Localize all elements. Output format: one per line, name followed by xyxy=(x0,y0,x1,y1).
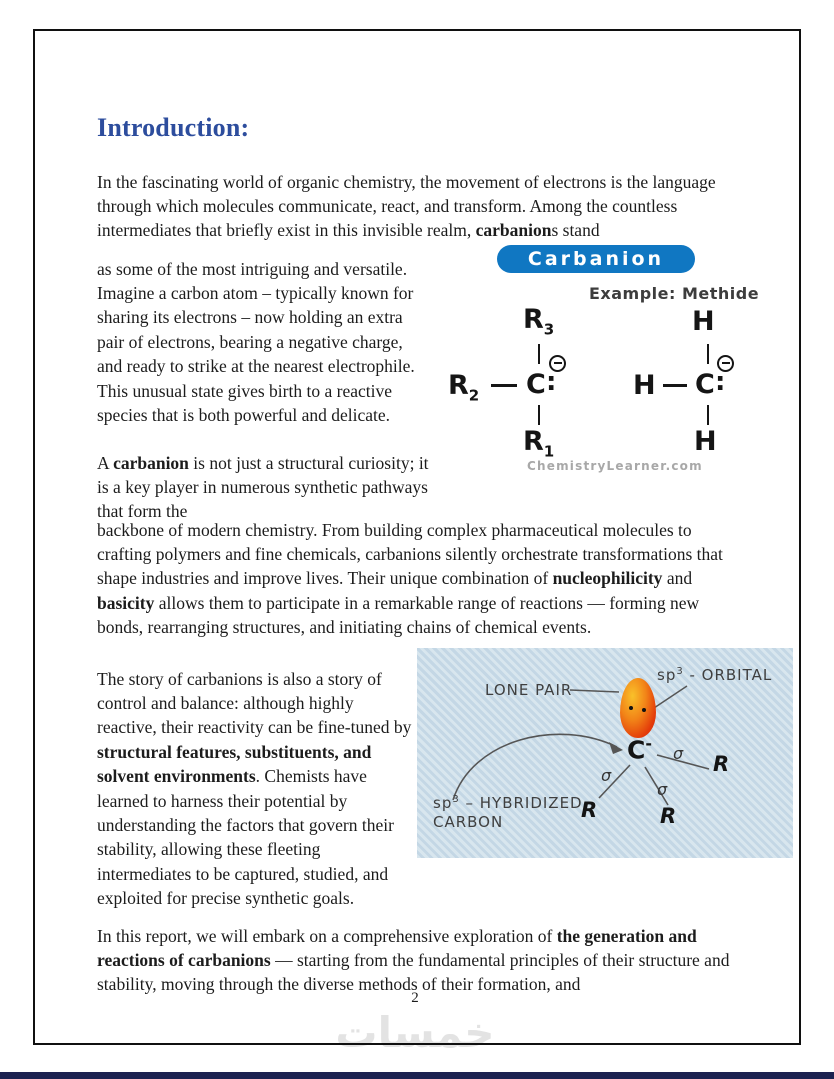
text-run: In the fascinating world of organic chemistry, the movement of electrons is the language through which molecules communicate, react, and transform. Among the countless intermediates that briefly exist in this invisible realm, xyxy=(97,171,716,241)
carbanion-banner: Carbanion xyxy=(497,245,695,273)
minus-icon xyxy=(722,362,730,364)
carbanion-figure xyxy=(445,240,795,478)
bottom-accent-bar xyxy=(0,1072,834,1079)
sigma-label: σ xyxy=(601,766,612,785)
text-run: is not just a structural curiosity; it is a key player in numerous synthetic pathways that form the xyxy=(97,452,429,522)
paragraph-3-narrow xyxy=(97,667,415,911)
atom-subscript: 3 xyxy=(543,320,555,339)
atom-symbol: C xyxy=(627,735,646,765)
figure-subtitle: Example: Methide xyxy=(589,284,760,303)
lone-pair-dots: : xyxy=(715,367,726,397)
paragraph-4 xyxy=(97,924,739,997)
paragraph-2-full xyxy=(97,518,739,640)
bold-term-structural-features: structural features, substituents, and solvent environments xyxy=(97,741,372,787)
bond-line-icon xyxy=(491,384,517,387)
superscript: 3 xyxy=(676,666,684,677)
atom-symbol: R xyxy=(523,426,544,457)
atom-carbon: C xyxy=(526,369,546,400)
text-run: sp xyxy=(433,794,453,812)
lone-pair-dots: : xyxy=(546,367,557,397)
sp3-hybridized-label xyxy=(433,794,583,832)
atom-h-top: H xyxy=(692,306,715,337)
text-run: – HYBRIDIZED xyxy=(459,794,583,812)
atom-carbon: C xyxy=(695,369,715,400)
atom-h-left: H xyxy=(633,370,656,401)
carbanion-center-label xyxy=(627,734,652,765)
bold-term-basicity: basicity xyxy=(97,592,155,613)
bond-line-icon xyxy=(538,344,540,364)
sigma-label: σ xyxy=(673,744,684,763)
text-run: CARBON xyxy=(433,812,504,831)
charge-superscript: - xyxy=(645,734,652,753)
text-run: allows them to participate in a remarkable range of reactions — forming new bonds, rearranging structures, and initiating chains of chemical events. xyxy=(97,592,700,638)
r-group-label: R xyxy=(660,804,677,828)
lone-pair-pointer-line xyxy=(570,690,619,692)
atom-subscript: 1 xyxy=(543,442,555,461)
bond-line-icon xyxy=(663,384,687,387)
atom-r2 xyxy=(448,372,479,403)
paragraph-intro-1-narrow: as some of the most intriguing and versatile. Imagine a carbon atom – typically known for sharing its electrons – now holding an extra pair of electrons, bearing a negative charge, and ready to strike at the nearest electrophile. This unusual state gives birth to a reactive species that is both powerful and delicate. xyxy=(97,258,415,425)
atom-subscript: 2 xyxy=(468,386,480,405)
r-group-label: R xyxy=(713,752,730,776)
atom-h-bottom: H xyxy=(694,426,717,457)
bond-line-icon xyxy=(538,405,540,425)
page-title: Introduction: xyxy=(97,113,250,143)
atom-r3 xyxy=(523,306,554,337)
electron-dot-icon xyxy=(642,708,646,712)
figure-credit: ChemistryLearner.com xyxy=(527,459,703,473)
orbital-diagram-figure xyxy=(417,648,793,858)
superscript: 3 xyxy=(452,794,460,805)
text-run: — starting from the fundamental principles of their structure and stability, moving through the diverse methods of their formation, and xyxy=(97,949,730,995)
text-run: A xyxy=(97,452,114,473)
electron-dot-icon xyxy=(629,706,633,710)
bond-line-icon xyxy=(707,344,709,364)
paragraph-2-narrow xyxy=(97,451,431,524)
bold-term-carbanion: carbanion xyxy=(475,220,552,241)
sp3-orbital-label xyxy=(657,666,772,685)
bold-term-nucleophilicity: nucleophilicity xyxy=(552,568,663,589)
text-run: The story of carbanions is also a story of control and balance: although highly reactive, their reactivity can be fine-tuned by xyxy=(97,668,412,738)
minus-icon xyxy=(554,362,562,364)
text-run: . Chemists have learned to harness their potential by understanding the factors that govern their stability, allowing these fleeting intermediates to be captured, studied, and exploited for precise synthetic goals. xyxy=(97,766,394,909)
bold-term-generation-reactions: the generation and reactions of carbanions xyxy=(97,925,697,970)
arrowhead-icon xyxy=(609,742,623,754)
r-group-label: R xyxy=(581,798,598,822)
paragraph-intro-1 xyxy=(97,170,739,243)
khamsat-watermark: خمسات xyxy=(335,1008,495,1057)
bond-line-icon xyxy=(707,405,709,425)
sigma-label: σ xyxy=(657,780,668,799)
page-number: 2 xyxy=(411,990,419,1006)
text-run: backbone of modern chemistry. From building complex pharmaceutical molecules to crafting polymers and fine chemicals, carbanions silently orchestrate transformations that shape industries and improve lives. Their unique combination of xyxy=(97,519,723,589)
text-run: In this report, we will embark on a comprehensive exploration of xyxy=(97,925,557,946)
bold-term-carbanion: carbanion xyxy=(113,452,189,473)
lone-pair-label: LONE PAIR xyxy=(485,681,573,699)
text-run: sp xyxy=(657,666,677,684)
text-run: and xyxy=(662,568,693,589)
atom-symbol: R xyxy=(448,370,469,401)
orbital-lobe-icon xyxy=(620,678,656,738)
text-run: s stand xyxy=(551,220,600,241)
text-run: - ORBITAL xyxy=(683,666,773,684)
atom-r1 xyxy=(523,428,554,459)
atom-symbol: R xyxy=(523,304,544,335)
hybridized-carbon-arrow xyxy=(453,734,617,800)
